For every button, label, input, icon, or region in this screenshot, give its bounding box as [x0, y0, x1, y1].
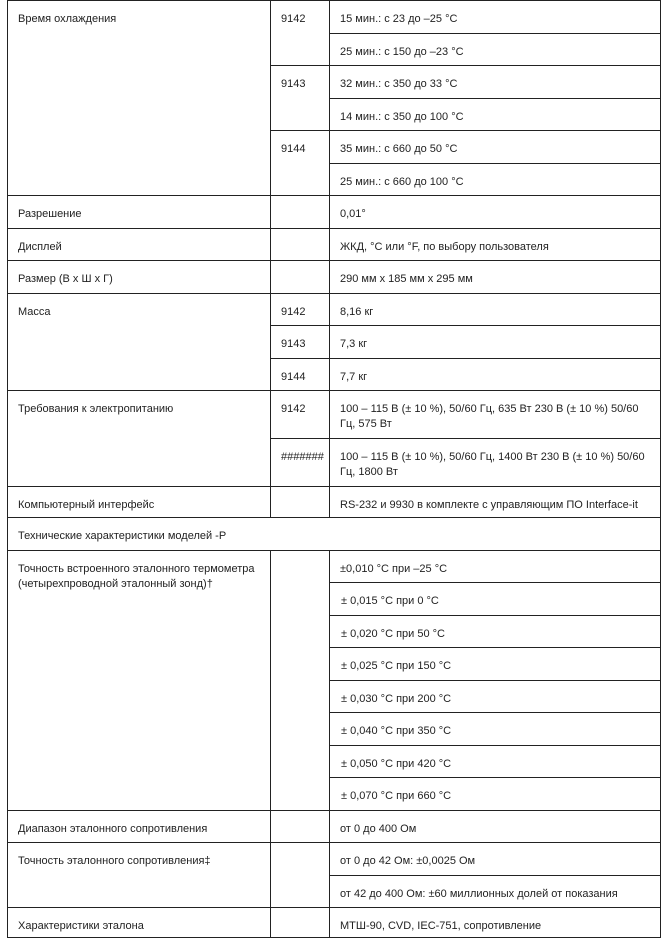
model-cell [271, 908, 330, 938]
value-cell [330, 33, 661, 66]
row-label: Масса [18, 305, 51, 318]
model-cell [271, 1, 330, 66]
value-text: ±0,010 °C при –25 °C [340, 562, 448, 575]
specifications-table [7, 0, 661, 938]
row-label-cell [8, 550, 271, 810]
value-text: от 42 до 400 Ом: ±60 миллионных долей от показания [340, 887, 618, 900]
row-label-cell [8, 810, 271, 843]
row-label-cell [8, 293, 271, 391]
table-row [8, 550, 661, 583]
value-cell [330, 196, 661, 229]
value-text: 25 мин.: с 150 до –23 °C [340, 45, 464, 58]
row-label: Точность встроенного эталонного термометра (четырехпроводной эталонный зонд)† [18, 562, 255, 590]
row-label: Время охлаждения [18, 13, 117, 25]
row-label: Требования к электропитанию [18, 403, 174, 415]
value-text: 100 – 115 В (± 10 %), 50/60 Гц, 1400 Вт 230 В (± 10 %) 50/60 Гц, 1800 Вт [340, 451, 645, 478]
model-cell [271, 843, 330, 908]
model-cell [271, 228, 330, 261]
row-label-cell [8, 228, 271, 261]
table-row [8, 908, 661, 938]
model-cell [271, 131, 330, 196]
model-cell [271, 261, 330, 294]
model-number: 9143 [281, 338, 306, 350]
value-cell [330, 875, 661, 908]
value-text: 35 мин.: с 660 до 50 °C [340, 143, 458, 155]
row-label-cell [8, 391, 271, 487]
value-cell [330, 615, 661, 648]
value-cell [330, 908, 661, 938]
model-cell [271, 66, 330, 131]
model-cell [271, 550, 330, 810]
value-text: 25 мин.: с 660 до 100 °C [340, 175, 464, 188]
value-cell [330, 648, 661, 681]
model-number: 9144 [281, 370, 306, 383]
model-cell [271, 196, 330, 229]
value-text: 290 мм x 185 мм x 295 мм [340, 273, 473, 285]
value-text: 0,01° [340, 208, 366, 220]
value-text: от 0 до 400 Ом [340, 822, 417, 835]
value-text: 7,7 кг [340, 370, 368, 383]
value-text: МТШ-90, CVD, IEC-751, сопротивление [340, 920, 542, 932]
model-number: ####### [281, 451, 324, 463]
model-cell [271, 810, 330, 843]
row-label-cell [8, 908, 271, 938]
table-row [8, 810, 661, 843]
value-cell [330, 293, 661, 326]
value-cell [330, 66, 661, 99]
value-cell [330, 1, 661, 34]
table-row [8, 228, 661, 261]
table-row [8, 196, 661, 229]
value-text: ± 0,050 °C при 420 °C [341, 757, 452, 770]
row-label: Размер (В x Ш x Г) [18, 273, 113, 285]
table-row [8, 487, 661, 518]
table-row [8, 1, 661, 34]
value-cell [330, 358, 661, 391]
section-heading-cell [8, 518, 661, 551]
value-cell [330, 680, 661, 713]
model-number: 9143 [281, 78, 306, 90]
row-label: Разрешение [18, 208, 82, 220]
value-text: ± 0,025 °C при 150 °C [341, 660, 452, 672]
row-label-cell [8, 487, 271, 518]
value-cell [330, 261, 661, 294]
table-row [8, 391, 661, 439]
model-cell [271, 391, 330, 439]
row-label: Характеристики эталона [18, 920, 144, 932]
value-text: ± 0,070 °C при 660 °C [341, 790, 452, 802]
value-cell [330, 550, 661, 583]
value-text: от 0 до 42 Ом: ±0,0025 Ом [340, 855, 476, 867]
value-cell [330, 163, 661, 196]
value-cell [330, 131, 661, 164]
row-label-cell [8, 843, 271, 908]
row-label-cell [8, 1, 271, 196]
value-cell [330, 439, 661, 487]
value-text: 7,3 кг [340, 338, 368, 350]
model-cell [271, 293, 330, 326]
value-text: ± 0,040 °C при 350 °C [341, 725, 452, 737]
row-label-cell [8, 261, 271, 294]
value-cell [330, 745, 661, 778]
value-text: 32 мин.: с 350 до 33 °C [340, 78, 458, 90]
model-number: 9142 [281, 305, 306, 318]
value-cell [330, 98, 661, 131]
value-cell [330, 843, 661, 876]
row-label-cell [8, 196, 271, 229]
table-row [8, 843, 661, 876]
value-cell [330, 326, 661, 359]
value-text: 100 – 115 В (± 10 %), 50/60 Гц, 635 Вт 230 В (± 10 %) 50/60 Гц, 575 Вт [340, 403, 639, 430]
value-text: ЖКД, °C или °F, по выбору пользователя [340, 240, 549, 253]
value-text: 15 мин.: с 23 до –25 °C [340, 13, 458, 25]
row-label: Компьютерный интерфейс [18, 499, 155, 511]
table-row [8, 293, 661, 326]
model-cell [271, 439, 330, 487]
model-number: 9144 [281, 143, 306, 155]
value-cell [330, 583, 661, 616]
value-cell [330, 391, 661, 439]
value-cell [330, 487, 661, 518]
table-row [8, 261, 661, 294]
section-heading: Технические характеристики моделей -P [18, 530, 227, 542]
model-number: 9142 [281, 403, 306, 415]
value-cell [330, 810, 661, 843]
row-label: Дисплей [18, 240, 62, 253]
value-text: ± 0,030 °C при 200 °C [341, 692, 452, 705]
value-cell [330, 778, 661, 811]
model-cell [271, 326, 330, 359]
model-cell [271, 358, 330, 391]
row-label: Точность эталонного сопротивления‡ [18, 855, 211, 867]
value-cell [330, 713, 661, 746]
value-text: ± 0,020 °C при 50 °C [341, 627, 445, 640]
section-row [8, 518, 661, 551]
model-number: 9142 [281, 13, 306, 25]
value-text: 8,16 кг [340, 305, 374, 318]
value-text: ± 0,015 °C при 0 °C [341, 595, 439, 607]
value-text: 14 мин.: с 350 до 100 °C [340, 110, 464, 123]
model-cell [271, 487, 330, 518]
value-text: RS-232 и 9930 в комплекте с управляющим ПО Interface-it [340, 499, 638, 511]
value-cell [330, 228, 661, 261]
row-label: Диапазон эталонного сопротивления [18, 822, 208, 835]
